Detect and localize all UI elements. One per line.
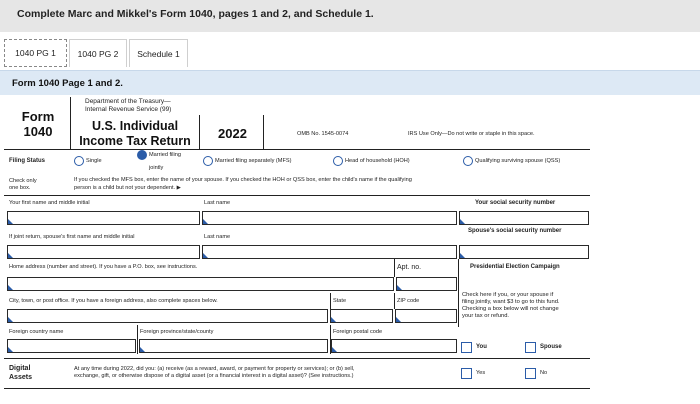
tax-year: 2022 <box>218 126 247 141</box>
foreign-country-label: Foreign country name <box>9 329 64 335</box>
form-number: 1040 <box>23 124 53 139</box>
election-spouse-checkbox[interactable] <box>525 342 536 353</box>
digital-assets-label-2: Assets <box>9 374 32 381</box>
option-single-label: Single <box>86 158 102 164</box>
divider <box>458 259 459 327</box>
form-title-line-2: Income Tax Return <box>79 134 191 148</box>
digital-yes-label: Yes <box>476 370 486 376</box>
tab-1040-pg2[interactable]: 1040 PG 2 <box>69 39 127 67</box>
option-mfs-label: Married filing separately (MFS) <box>215 158 292 164</box>
spouse-last-name-input[interactable] <box>202 245 457 259</box>
ssn-input[interactable] <box>459 211 589 225</box>
spouse-ssn-label: Spouse's social security number <box>468 228 562 234</box>
election-line-1: Check here if you, or your spouse if <box>462 292 554 298</box>
radio-married-filing-separately[interactable] <box>203 156 213 166</box>
dept-line-1: Department of the Treasury— <box>85 98 171 105</box>
city-input[interactable] <box>7 309 328 323</box>
first-name-label: Your first name and middle initial <box>9 200 90 206</box>
last-name-label: Last name <box>204 200 231 206</box>
option-mfj-label: Married filing <box>149 152 182 158</box>
state-input[interactable] <box>330 309 393 323</box>
digital-yes-checkbox[interactable] <box>461 368 472 379</box>
radio-married-filing-jointly[interactable] <box>137 150 147 160</box>
divider <box>4 149 590 150</box>
zip-label: ZIP code <box>397 298 420 304</box>
divider <box>137 325 138 354</box>
filing-status-label: Filing Status <box>9 158 45 164</box>
foreign-country-input[interactable] <box>7 339 136 353</box>
form-label: Form <box>21 109 55 124</box>
zip-input[interactable] <box>395 309 457 323</box>
spouse-first-name-label: If joint return, spouse's first name and middle initial <box>9 234 135 240</box>
digital-no-checkbox[interactable] <box>525 368 536 379</box>
filing-instruction-2: person is a child but not your dependent. ▶ <box>74 185 181 191</box>
divider <box>4 388 590 389</box>
dept-line-2: Internal Revenue Service (99) <box>85 106 172 113</box>
divider <box>199 115 200 150</box>
ssn-label: Your social security number <box>475 200 556 206</box>
omb-number: OMB No. 1545-0074 <box>297 131 349 137</box>
spouse-ssn-input[interactable] <box>459 245 589 259</box>
option-mfj-label-2: jointly <box>149 165 164 171</box>
spouse-first-name-input[interactable] <box>7 245 200 259</box>
divider <box>394 293 395 309</box>
spouse-last-name-label: Last name <box>204 234 231 240</box>
digital-no-label: No <box>540 370 548 376</box>
tab-strip <box>4 39 190 67</box>
election-you-checkbox[interactable] <box>461 342 472 353</box>
section-header <box>0 70 700 95</box>
city-label: City, town, or post office. If you have a foreign address, also complete spaces below. <box>9 298 218 304</box>
election-spouse-label: Spouse <box>540 344 562 350</box>
assignment-title: Complete Marc and Mikkel's Form 1040, pages 1 and 2, and Schedule 1. <box>17 8 374 20</box>
one-box-note: one box. <box>9 185 31 191</box>
home-address-label: Home address (number and street). If you have a P.O. box, see instructions. <box>9 264 198 270</box>
last-name-input[interactable] <box>202 211 457 225</box>
radio-head-of-household[interactable] <box>333 156 343 166</box>
irs-use-note: IRS Use Only—Do not write or staple in this space. <box>408 131 535 137</box>
election-line-3: Checking a box below will not change <box>462 306 559 312</box>
foreign-postal-label: Foreign postal code <box>333 329 383 335</box>
radio-qualifying-surviving-spouse[interactable] <box>463 156 473 166</box>
digital-assets-question-2: exchange, gift, or otherwise dispose of a digital asset (or a financial interest in a digital asset)? (See instructions.) <box>74 373 354 379</box>
state-label: State <box>333 298 347 304</box>
filing-instruction-1: If you checked the MFS box, enter the name of your spouse. If you checked the HOH or QSS box, enter the child's name if the qualifying <box>74 177 412 183</box>
section-title: Form 1040 Page 1 and 2. <box>12 78 123 89</box>
foreign-postal-input[interactable] <box>331 339 457 353</box>
election-you-label: You <box>476 344 487 350</box>
election-line-4: your tax or refund. <box>462 313 510 319</box>
option-qss-label: Qualifying surviving spouse (QSS) <box>475 158 561 164</box>
apt-label: Apt. no. <box>397 264 422 271</box>
election-line-2: filing jointly, want $3 to go to this fund. <box>462 299 560 305</box>
digital-assets-label-1: Digital <box>9 365 31 372</box>
home-address-input[interactable] <box>7 277 394 291</box>
tab-schedule-1[interactable]: Schedule 1 <box>129 39 188 67</box>
foreign-province-label: Foreign province/state/county <box>140 329 214 335</box>
first-name-input[interactable] <box>7 211 200 225</box>
option-hoh-label: Head of household (HOH) <box>345 158 410 164</box>
divider <box>4 195 590 196</box>
divider <box>4 358 590 359</box>
apt-input[interactable] <box>396 277 457 291</box>
election-title: Presidential Election Campaign <box>470 264 560 270</box>
radio-single[interactable] <box>74 156 84 166</box>
divider <box>330 293 331 309</box>
foreign-province-input[interactable] <box>139 339 328 353</box>
digital-assets-question-1: At any time during 2022, did you: (a) receive (as a reward, award, or payment for property or services); or (b) sell, <box>74 366 355 372</box>
form-title-line-1: U.S. Individual <box>91 119 179 133</box>
instruction-bar <box>0 0 700 32</box>
divider <box>394 259 395 277</box>
divider <box>263 115 264 150</box>
check-only-note: Check only <box>9 178 37 184</box>
tab-1040-pg1[interactable]: 1040 PG 1 <box>4 39 67 67</box>
divider <box>70 97 71 150</box>
